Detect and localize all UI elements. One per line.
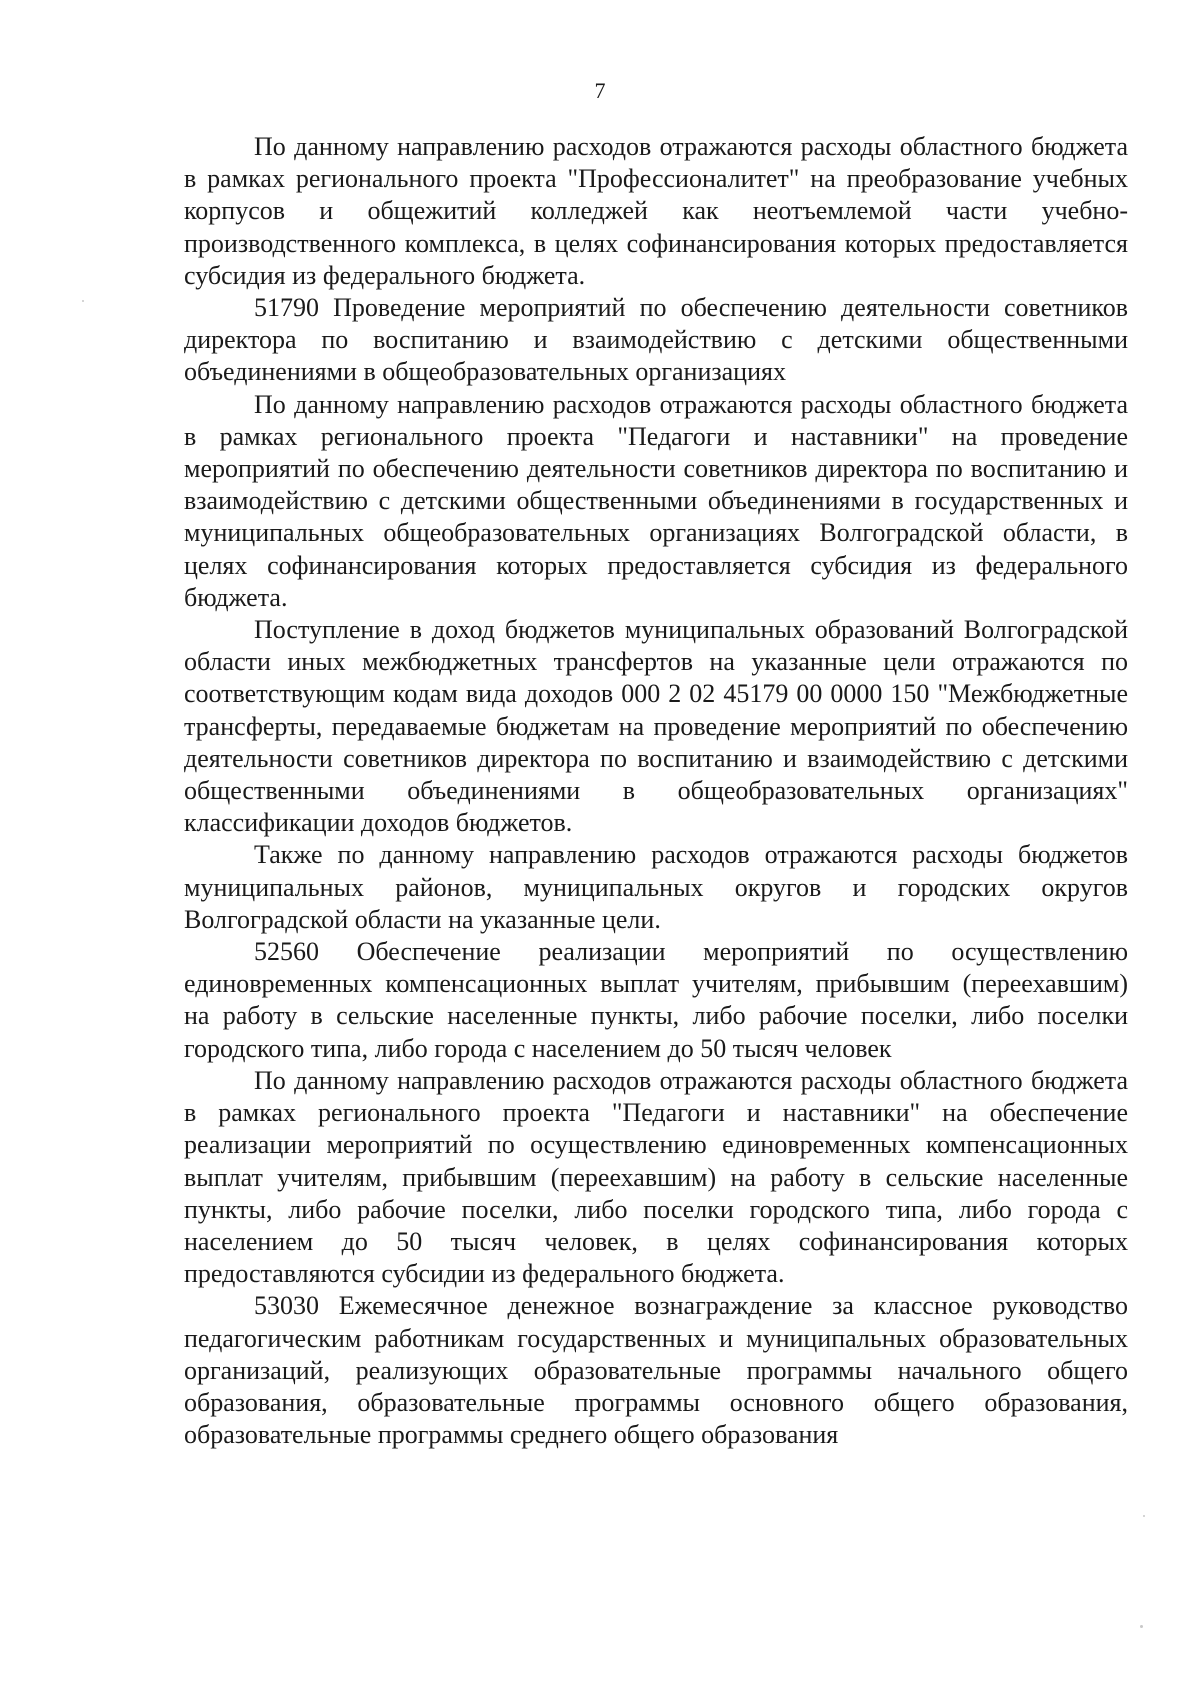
- paragraph: 53030 Ежемесячное денежное вознаграждение за классное руководство педагогическим работникам государственных и муниципальных образовательных организаций, реализующих образовательные программы начального общего образования, образовательные программы основного общего образования, образовательные программы среднего общего образования: [184, 1291, 1128, 1450]
- paragraph: Поступление в доход бюджетов муниципальных образований Волгоградской области иных межбюджетных трансфертов на указанные цели отражаются по соответствующим кодам вида доходов 000 2 02 45179 00 0000 150 "Межбюджетные трансферты, передаваемые бюджетам на проведение мероприятий по обеспечению деятельности советников директора по воспитанию и взаимодействию с детскими общественными объединениями в общеобразовательных организациях" классификации доходов бюджетов.: [184, 615, 1128, 838]
- page-number: 7: [594, 78, 606, 103]
- scan-artifact: [1140, 1625, 1143, 1628]
- document-body: [184, 131, 1128, 1451]
- scan-artifact: [1143, 1515, 1145, 1517]
- paragraph: 52560 Обеспечение реализации мероприятий по осуществлению единовременных компенсационных выплат учителям, прибывшим (переехавшим) на работу в сельские населенные пункты, либо рабочие поселки, либо поселки городского типа, либо города с населением до 50 тысяч человек: [184, 937, 1128, 1063]
- paragraph: По данному направлению расходов отражаются расходы областного бюджета в рамках регионального проекта "Профессионалитет" на преобразование учебных корпусов и общежитий колледжей как неотъемлемой части учебно-производственного комплекса, в целях софинансирования которых предоставляется субсидия из федерального бюджета.: [184, 132, 1128, 290]
- paragraph: По данному направлению расходов отражаются расходы областного бюджета в рамках регионального проекта "Педагоги и наставники" на проведение мероприятий по обеспечению деятельности советников директора по воспитанию и взаимодействию с детскими общественными объединениями в государственных и муниципальных общеобразовательных организациях Волгоградской области, в целях софинансирования которых предоставляется субсидия из федерального бюджета.: [184, 389, 1128, 612]
- paragraph: По данному направлению расходов отражаются расходы областного бюджета в рамках регионального проекта "Педагоги и наставники" на обеспечение реализации мероприятий по осуществлению единовременных компенсационных выплат учителям, прибывшим (переехавшим) на работу в сельские населенные пункты, либо рабочие поселки, либо поселки городского типа, либо города с населением до 50 тысяч человек, в целях софинансирования которых предоставляются субсидии из федерального бюджета.: [184, 1065, 1128, 1289]
- scan-artifact: [82, 300, 84, 302]
- paragraph: 51790 Проведение мероприятий по обеспечению деятельности советников директора по воспитанию и взаимодействию с детскими общественными объединениями в общеобразовательных организациях: [184, 293, 1128, 387]
- paragraph: Также по данному направлению расходов отражаются расходы бюджетов муниципальных районов, муниципальных округов и городских округов Волгоградской области на указанные цели.: [184, 840, 1128, 934]
